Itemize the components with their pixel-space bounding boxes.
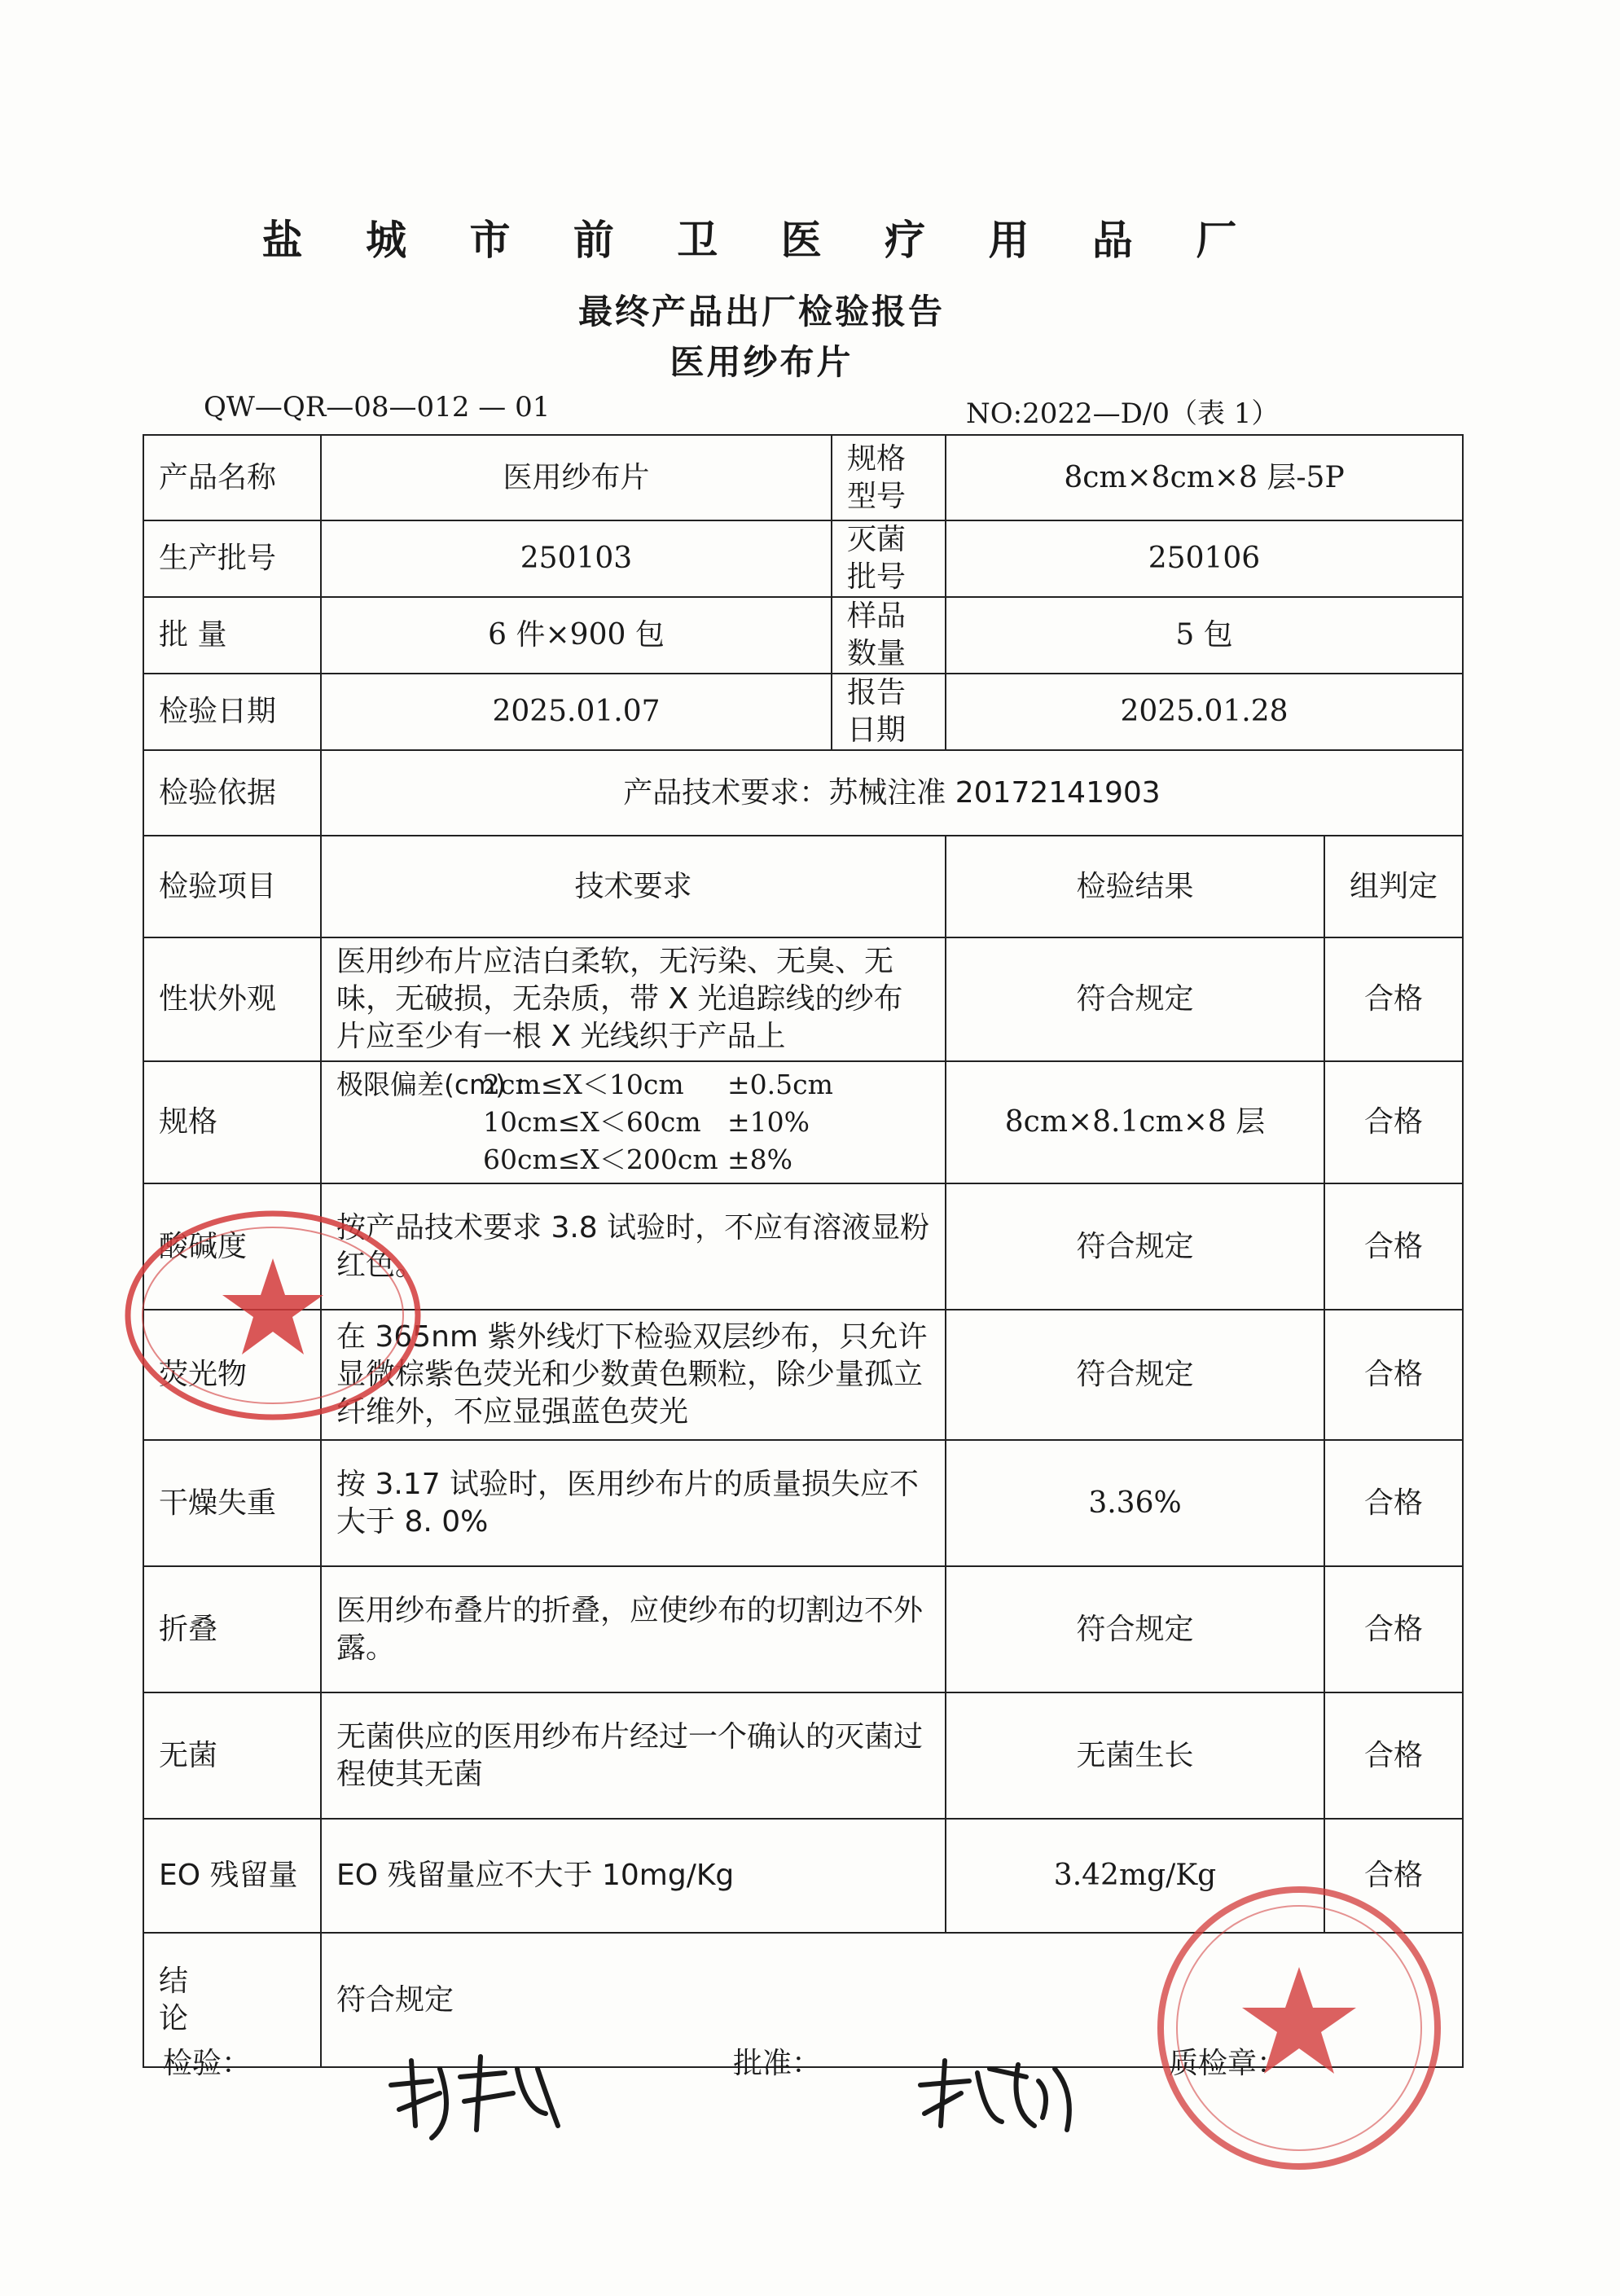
tolerance-range: 2cm≤X＜10cm — [483, 1069, 684, 1100]
info-row — [143, 597, 1463, 674]
judgement-cell: 合格 — [1324, 1183, 1463, 1310]
table-row — [143, 1566, 1463, 1692]
column-header-row — [143, 836, 1463, 937]
judgement-cell: 合格 — [1324, 937, 1463, 1061]
col-result: 检验结果 — [946, 836, 1324, 937]
spec-label: 规格型号 — [832, 435, 946, 520]
judgement-cell: 合格 — [1324, 1310, 1463, 1440]
tolerance-value: ±10% — [727, 1106, 810, 1138]
inspect-date-label: 检验日期 — [143, 674, 321, 750]
spec-value: 8cm×8cm×8 层-5P — [946, 435, 1463, 520]
tolerance-range: 60cm≤X＜200cm — [483, 1144, 718, 1175]
report-date-label: 报告日期 — [832, 674, 946, 750]
requirement-cell: 在 365nm 紫外线灯下检验双层纱布，只允许显微棕紫色荧光和少数黄色颗粒，除少量孤立纤维外，不应显强蓝色荧光 — [321, 1310, 946, 1440]
requirement-cell: 医用纱布叠片的折叠，应使纱布的切割边不外露。 — [321, 1566, 946, 1692]
basis-value: 产品技术要求：苏械注准 20172141903 — [321, 750, 1463, 836]
judgement-cell: 合格 — [1324, 1566, 1463, 1692]
inspect-date-value: 2025.01.07 — [321, 674, 832, 750]
table-row — [143, 1440, 1463, 1566]
requirement-cell: 无菌供应的医用纱布片经过一个确认的灭菌过程使其无菌 — [321, 1692, 946, 1819]
table-row — [143, 937, 1463, 1061]
col-requirement: 技术要求 — [321, 836, 946, 937]
company-name: 盐 城 市 前 卫 医 疗 用 品 厂 — [261, 217, 1262, 264]
tolerance-grid — [336, 1066, 930, 1179]
judgement-cell: 合格 — [1324, 1440, 1463, 1566]
result-cell: 符合规定 — [946, 1310, 1324, 1440]
quantity-label: 批 量 — [143, 597, 321, 674]
batch-label: 生产批号 — [143, 520, 321, 597]
inspector-label: 检验： — [163, 2047, 252, 2080]
info-row — [143, 674, 1463, 750]
item-cell: EO 残留量 — [143, 1819, 321, 1933]
result-cell: 无菌生长 — [946, 1692, 1324, 1819]
sterile-batch-value: 250106 — [946, 520, 1463, 597]
product-name-value: 医用纱布片 — [321, 435, 832, 520]
tolerance-value: ±0.5cm — [727, 1069, 833, 1100]
qc-stamp — [1136, 1881, 1462, 2175]
result-cell: 3.36% — [946, 1440, 1324, 1566]
info-row — [143, 520, 1463, 597]
report-date-value: 2025.01.28 — [946, 674, 1463, 750]
item-cell: 酸碱度 — [143, 1183, 321, 1310]
batch-value: 250103 — [321, 520, 832, 597]
result-cell: 符合规定 — [946, 1183, 1324, 1310]
result-cell: 符合规定 — [946, 937, 1324, 1061]
product-title: 医用纱布片 — [670, 342, 854, 382]
requirement-cell: 医用纱布片应洁白柔软，无污染、无臭、无味，无破损，无杂质，带 X 光追踪线的纱布片应至少有一根 X 光线织于产品上 — [321, 937, 946, 1061]
item-cell: 干燥失重 — [143, 1440, 321, 1566]
basis-row — [143, 750, 1463, 836]
table-row — [143, 1061, 1463, 1183]
inspector-signature — [383, 2036, 570, 2150]
report-number: NO:2022—D/0（表 1） — [966, 397, 1280, 430]
judgement-cell: 合格 — [1324, 1692, 1463, 1819]
result-cell: 3.42mg/Kg — [946, 1819, 1324, 1933]
result-cell: 符合规定 — [946, 1566, 1324, 1692]
judgement-cell: 合格 — [1324, 1061, 1463, 1183]
report-title: 最终产品出厂检验报告 — [577, 292, 945, 331]
requirement-cell: 按 3.17 试验时，医用纱布片的质量损失应不大于 8. 0% — [321, 1440, 946, 1566]
tolerance-cell — [321, 1061, 946, 1183]
qc-stamp-label: 质检章： — [1169, 2047, 1287, 2080]
col-item: 检验项目 — [143, 836, 321, 937]
doc-code: QW—QR—08—012 — 01 — [204, 391, 551, 424]
conclusion-value: 符合规定 — [321, 1933, 1463, 2067]
sterile-batch-label: 灭菌批号 — [832, 520, 946, 597]
info-row — [143, 435, 1463, 520]
item-cell: 无菌 — [143, 1692, 321, 1819]
conclusion-label: 结 论 — [143, 1933, 321, 2067]
requirement-cell: EO 残留量应不大于 10mg/Kg — [321, 1819, 946, 1933]
quantity-value: 6 件×900 包 — [321, 597, 832, 674]
table-row — [143, 1692, 1463, 1819]
sample-label: 样品数量 — [832, 597, 946, 674]
item-cell: 规格 — [143, 1061, 321, 1183]
item-cell: 荧光物 — [143, 1310, 321, 1440]
sample-value: 5 包 — [946, 597, 1463, 674]
copy-stamp — [118, 1201, 428, 1429]
item-cell: 性状外观 — [143, 937, 321, 1061]
col-judgement: 组判定 — [1324, 836, 1463, 937]
tolerance-value: ±8% — [727, 1144, 793, 1175]
judgement-cell: 合格 — [1324, 1819, 1463, 1933]
tolerance-range: 10cm≤X＜60cm — [483, 1106, 701, 1138]
basis-label: 检验依据 — [143, 750, 321, 836]
requirement-cell: 按产品技术要求 3.8 试验时，不应有溶液显粉红色。 — [321, 1183, 946, 1310]
approver-label: 批准： — [733, 2047, 822, 2080]
product-name-label: 产品名称 — [143, 435, 321, 520]
result-cell: 8cm×8.1cm×8 层 — [946, 1061, 1324, 1183]
item-cell: 折叠 — [143, 1566, 321, 1692]
approver-signature — [912, 2044, 1083, 2142]
tolerance-label: 极限偏差(cm) ： — [336, 1069, 542, 1100]
